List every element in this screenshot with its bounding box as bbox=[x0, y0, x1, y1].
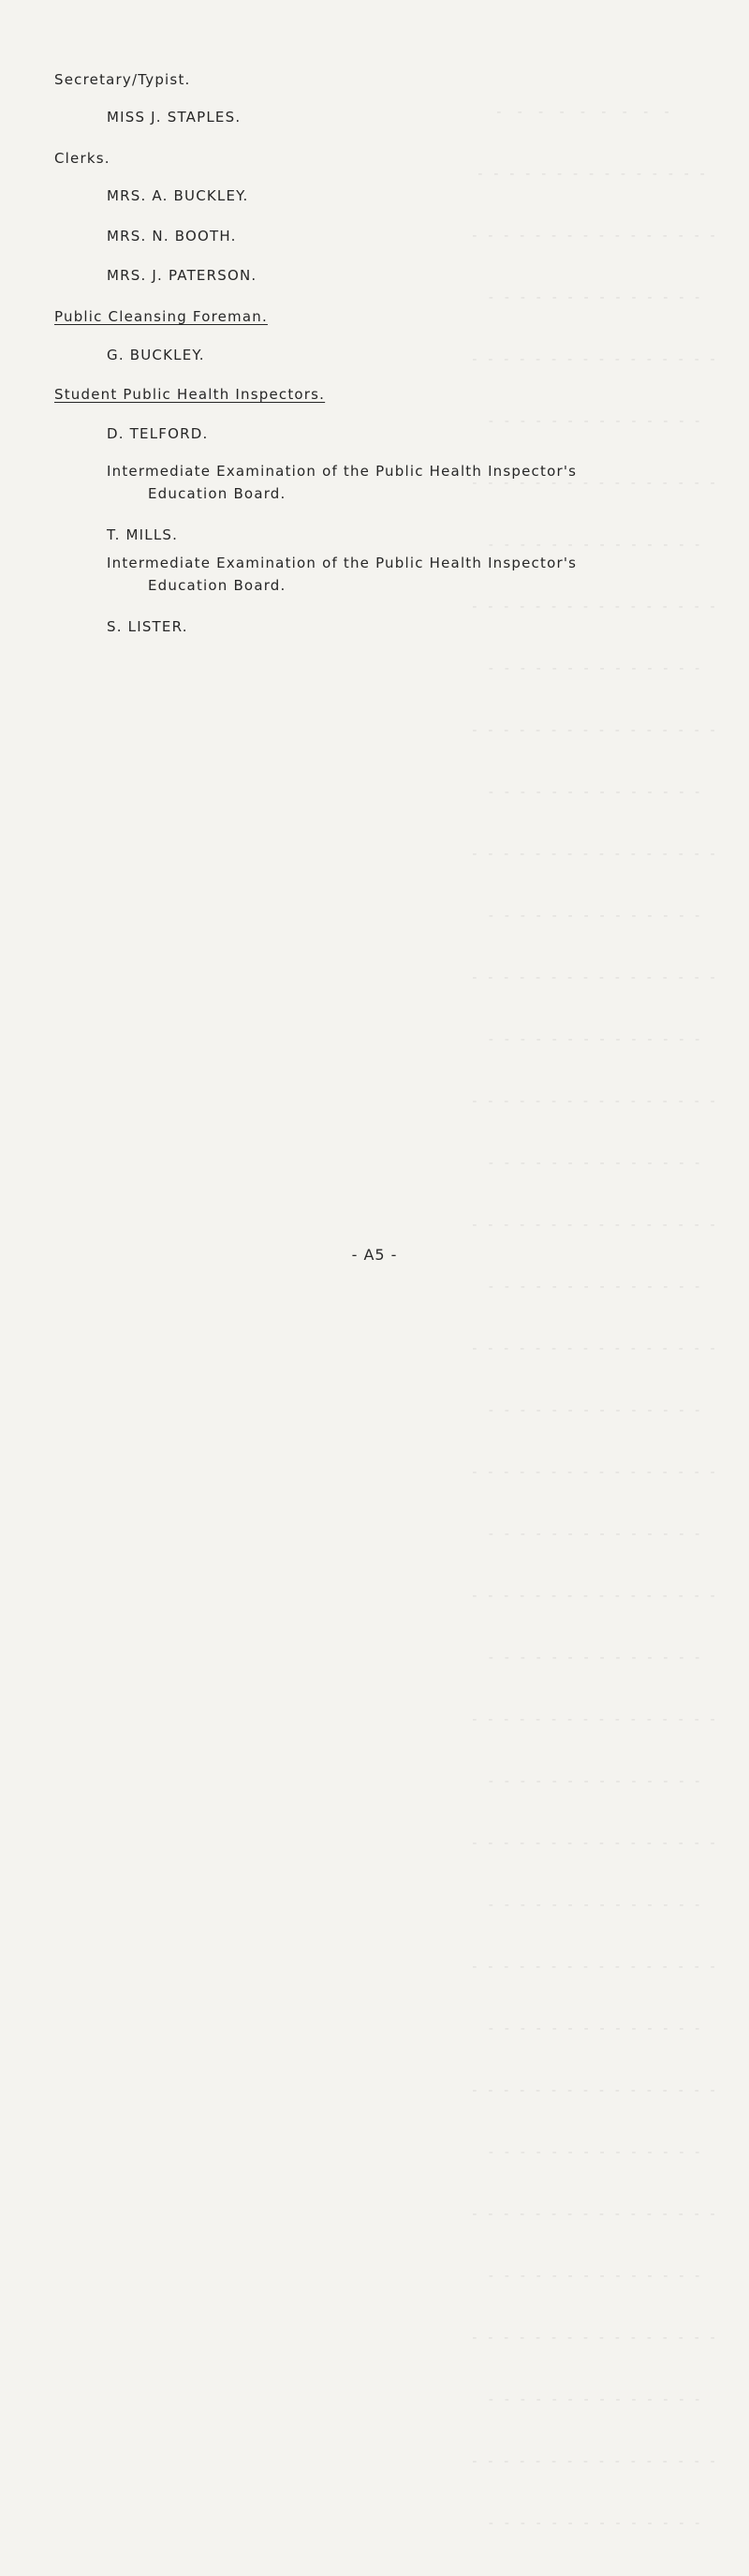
exam-note-line: Education Board. bbox=[148, 577, 286, 594]
exam-note-line: Intermediate Examination of the Public Health Inspector's bbox=[107, 555, 578, 571]
staff-name: MISS J. STAPLES. bbox=[107, 109, 242, 126]
page-number: - A5 - bbox=[351, 1246, 398, 1264]
exam-note-line: Intermediate Examination of the Public Health Inspector's bbox=[107, 463, 578, 480]
staff-name: G. BUCKLEY. bbox=[107, 347, 205, 363]
staff-name: MRS. N. BOOTH. bbox=[107, 228, 237, 244]
staff-name: S. LISTER. bbox=[107, 618, 188, 635]
staff-name: MRS. A. BUCKLEY. bbox=[107, 187, 249, 204]
exam-note-line: Education Board. bbox=[148, 485, 286, 502]
show-through-background: - - - - - - - - - - - - - - - - - - - - - - - - - - - - - - - - - - - - - - - - - - - - - - - - - - - - - - - - - - - - - - - - - - - - - - - - - - - - - - - - - - - - - - - - - - - - - - - - - - - - - - - - - - - - - - - - - - - - - - - - - - - - - - - - - - - - - - - - - - - - - - - - - - - - - - - - - - - - - - - - - - - - - - - - - - - - - - - - - - - - - - - - - - - - - - - - - - - - - - - - - - - - - - - - - - - - - - - - - - - - - - - - - - - - - - - - - - - - - - - - - - - - - - - - - - - - - - - - - - - - - - - - - - - - - - - - - - - - - - - - - - - - - - - - - - - - - - - - - - - - - - - - - - - - - - - - - - - - - - - - - - - - - - - - - - - - - - - - - - - - - - - - - - - - - - - - - - - - - - - - - - - - - - - - - - - - - - - - - - - - - - - - - - - - - - - - - - - - - - - - - - - - - - - - - - - - - - - - - - - - - - - - - - - - - - - - - - - - - - - - - - - - - - - - - - - - - - - - - - - - - - - - - - - - - - - - - - - - - - - - - - - - - - - - - - - - - - - - - - - - - - - - - - - - - - - - - - - - - - - - - - - - - - - - - - - - - - - - - - - - - - - - - - - - - - - - - - - - - - - - - - - - - - - - - - - - - - - - - - - - - - - - - - - - - - - - - - bbox=[471, 105, 730, 2531]
staff-name: D. TELFORD. bbox=[107, 425, 209, 442]
section-heading-secretary: Secretary/Typist. bbox=[54, 71, 191, 88]
section-heading-clerks: Clerks. bbox=[54, 150, 110, 167]
section-heading-student-inspectors: Student Public Health Inspectors. bbox=[54, 386, 326, 403]
staff-name: MRS. J. PATERSON. bbox=[107, 267, 257, 284]
staff-name: T. MILLS. bbox=[107, 526, 179, 543]
section-heading-cleansing-foreman: Public Cleansing Foreman. bbox=[54, 308, 268, 325]
